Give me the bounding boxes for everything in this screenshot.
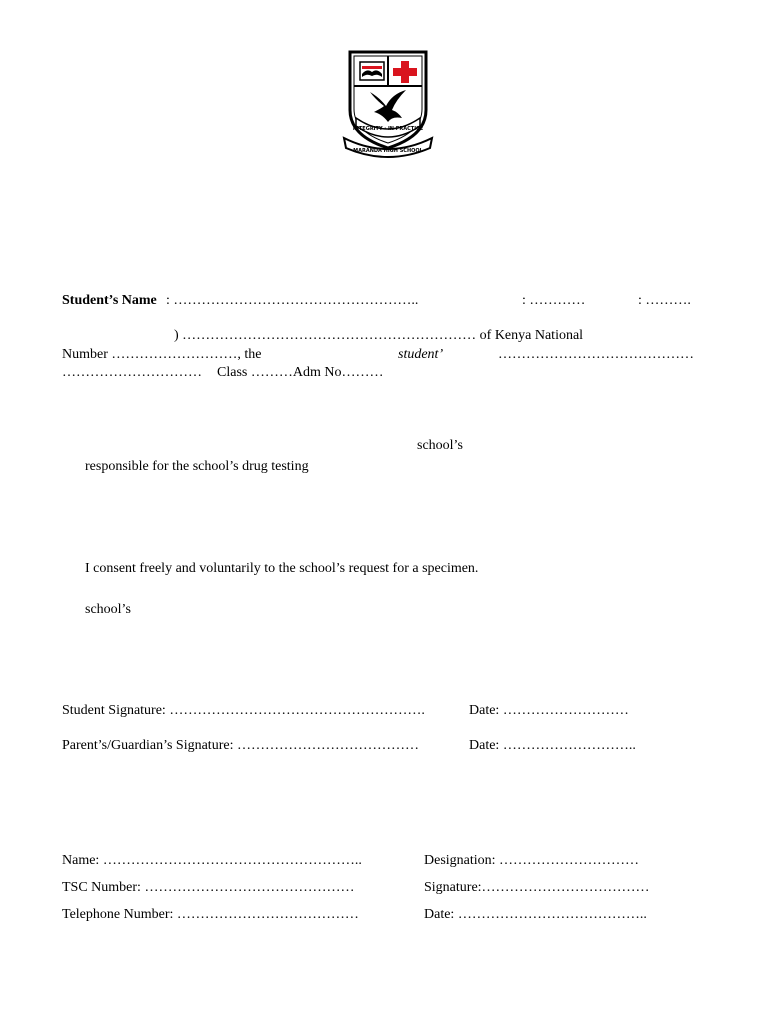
staff-telephone-line: Telephone Number: ………………………………… <box>62 907 359 922</box>
number-line: Number ………………………, the <box>62 347 262 362</box>
responsible-text: responsible for the school’s drug testing <box>85 459 309 474</box>
staff-tsc-line: TSC Number: ……………………………………… <box>62 880 355 895</box>
parent-signature-line: Parent’s/Guardian’s Signature: ………………………………… <box>62 738 419 753</box>
student-word: student’ <box>398 347 444 362</box>
colon-dots-1: : ………… <box>522 293 586 308</box>
student-name-label: Student’s Name <box>62 293 157 308</box>
school-crest-logo <box>340 48 436 160</box>
staff-designation-line: Designation: ………………………… <box>424 853 640 868</box>
row4-dots: ………………………… <box>62 365 202 380</box>
class-adm-line: Class ………Adm No……… <box>217 365 384 380</box>
schools-text-1: school’s <box>417 438 463 453</box>
national-id-line: ) ……………………………………………………… of Kenya National <box>174 328 584 343</box>
staff-signature-line: Signature:……………………………… <box>424 880 650 895</box>
book-icon <box>360 62 384 80</box>
consent-statement: I consent freely and voluntarily to the school’s request for a specimen. <box>85 561 479 576</box>
staff-date-line: Date: ………………………………….. <box>424 907 647 922</box>
staff-name-line: Name: ……………………………………………….. <box>62 853 362 868</box>
crest-school-name: MARANDA HIGH SCHOOL <box>353 148 423 154</box>
number-line-dots: …………………………………… <box>498 347 694 362</box>
student-signature-line: Student Signature: ………………………………………………. <box>62 703 425 718</box>
student-date-line: Date: ……………………… <box>469 703 629 718</box>
colon-dots-2: : ………. <box>638 293 691 308</box>
red-cross-icon <box>392 60 418 84</box>
student-name-dots: : …………………………………………….. <box>166 293 419 308</box>
schools-text-2: school’s <box>85 602 131 617</box>
parent-date-line: Date: ……………………….. <box>469 738 636 753</box>
crest-motto-text: INTEGRITY · IN PRACTICE <box>352 126 424 132</box>
